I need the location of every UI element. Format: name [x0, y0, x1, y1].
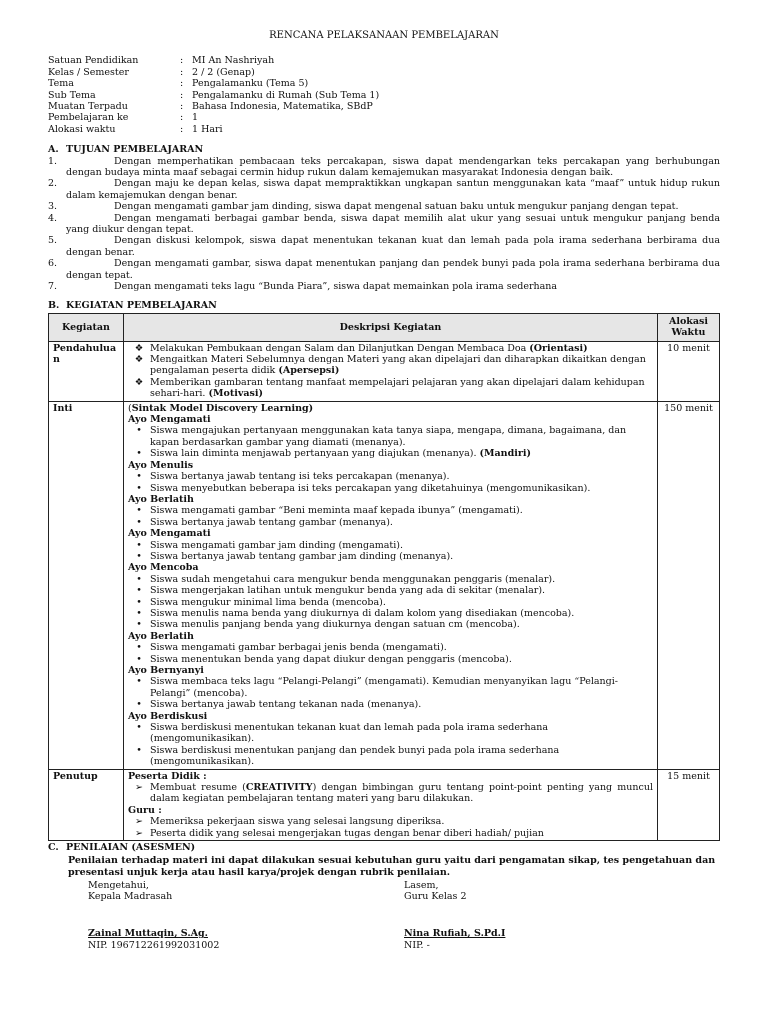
objective-item [48, 258, 720, 281]
round-bullet-icon: • [136, 585, 142, 597]
round-bullet-icon: • [136, 722, 142, 734]
identity-colon: : [180, 66, 184, 78]
pendahuluan-description [124, 341, 658, 401]
inti-item-text [150, 642, 447, 653]
objectives-list [48, 156, 720, 293]
identity-colon: : [180, 78, 184, 90]
guru-title: Guru : [128, 804, 162, 816]
identity-label: Alokasi waktu [48, 123, 116, 135]
row-pendahuluan [49, 341, 720, 401]
penutup-label: Penutup [49, 769, 124, 840]
inti-item-body: Siswa berdiskusi menentukan tekanan kuat dan lemah pada pola irama sederhana (mengomunikasikan). [150, 722, 549, 745]
peserta-item-pre: Membuat resume ( [150, 782, 246, 794]
sign-left-nip: NIP. 196712261992031002 [88, 939, 220, 951]
table-header-row [49, 313, 720, 341]
objective-text: Dengan mengamati teks lagu “Bunda Piara”, siswa dapat memainkan pola irama sederhana [114, 281, 558, 293]
pendahuluan-item-body: Mengaitkan Materi Sebelumnya dengan Materi yang akan dipelajari dan diharapkan dikaitkan dengan pengalaman peserta didik [150, 354, 646, 377]
objective-item [48, 281, 720, 292]
section-a-heading [48, 144, 720, 155]
round-bullet-icon: • [136, 471, 142, 483]
round-bullet-icon: • [136, 425, 142, 437]
guru-item [128, 816, 653, 827]
objective-text: Dengan diskusi kelompok, siswa dapat menentukan tekanan kuat dan lemah pada pola irama sederhana berbirama dua dengan benar. [66, 235, 720, 258]
guru-item-text: Memeriksa pekerjaan siswa yang selesai langsung diperiksa. [150, 816, 445, 828]
diamond-bullet-icon: ❖ [134, 342, 144, 354]
sign-left-line1: Mengetahui, [88, 879, 149, 891]
inti-item-body: Siswa menulis panjang benda yang diukurnya dengan satuan cm (mencoba). [150, 619, 520, 631]
identity-colon: : [180, 112, 184, 124]
section-c-heading [48, 842, 720, 853]
inti-item-text [150, 448, 531, 459]
pendahuluan-item-body: Memberikan gambaran tentang manfaat mempelajari pelajaran yang akan dipelajari dalam kehidupan sehari-hari. [150, 376, 645, 400]
peserta-item-post: ) dengan bimbingan guru tentang point-point penting yang muncul dalam kegiatan pembelajaran tentang materi yang baru dilakukan. [150, 782, 654, 805]
inti-item-text [150, 505, 523, 516]
signature-block [48, 880, 720, 952]
header-kegiatan: Kegiatan [49, 313, 124, 341]
identity-colon: : [180, 123, 184, 135]
inti-item-body: Siswa mengamati gambar “Beni meminta maaf kepada ibunya” (mengamati). [150, 505, 523, 517]
objective-item [48, 213, 720, 236]
identity-row [48, 90, 720, 101]
round-bullet-icon: • [136, 573, 142, 585]
round-bullet-icon: • [136, 642, 142, 654]
section-c-letter: C. [48, 842, 59, 854]
inti-item [128, 619, 653, 630]
identity-row [48, 124, 720, 135]
inti-item [128, 745, 653, 768]
inti-item-text [150, 471, 450, 482]
inti-item-body: Siswa menentukan benda yang dapat diukur dengan penggaris (mencoba). [150, 653, 512, 665]
objective-item [48, 178, 720, 201]
inti-item-body: Siswa lain diminta menjawab pertanyaan yang diajukan (menanya). [150, 448, 480, 460]
pendahuluan-item [128, 343, 653, 354]
round-bullet-icon: • [136, 676, 142, 688]
identity-label: Pembelajaran ke [48, 112, 129, 124]
objective-text: Dengan maju ke depan kelas, siswa dapat mempraktikkan ungkapan santun menggunakan kata “maaf” untuk hidup rukun dalam kemajemukan dengan benar. [66, 178, 720, 201]
inti-item [128, 699, 653, 710]
inti-item-text [150, 483, 590, 494]
round-bullet-icon: • [136, 539, 142, 551]
inti-item [128, 676, 653, 699]
inti-item-text [150, 551, 453, 562]
identity-value: Bahasa Indonesia, Matematika, SBdP [192, 100, 373, 112]
arrow-bullet-icon: ➢ [135, 782, 143, 794]
activities-table [48, 313, 720, 841]
inti-item-body: Siswa bertanya jawab tentang isi teks percakapan (menanya). [150, 471, 450, 483]
pendahuluan-label: Pendahuluan [49, 341, 124, 401]
inti-model: Sintak Model Discovery Learning) [131, 402, 314, 414]
inti-item [128, 608, 653, 619]
identity-colon: : [180, 100, 184, 112]
round-bullet-icon: • [136, 505, 142, 517]
section-b-letter: B. [48, 300, 60, 312]
objective-item [48, 235, 720, 258]
identity-block [48, 55, 720, 135]
identity-row [48, 112, 720, 123]
inti-item-text [150, 585, 545, 596]
inti-group-title: Ayo Berlatih [128, 630, 194, 642]
inti-label: Inti [49, 401, 124, 769]
identity-value: Pengalamanku di Rumah (Sub Tema 1) [192, 89, 380, 101]
inti-item-text [150, 654, 512, 665]
inti-item [128, 471, 653, 482]
inti-item-text [150, 574, 555, 585]
peserta-title: Peserta Didik : [128, 770, 207, 782]
arrow-bullet-icon: ➢ [135, 827, 143, 839]
inti-item-text [150, 745, 653, 768]
diamond-bullet-icon: ❖ [134, 376, 144, 388]
identity-row [48, 55, 720, 66]
inti-model-line [128, 403, 653, 414]
document-title: RENCANA PELAKSANAAN PEMBELAJARAN [269, 30, 499, 41]
identity-label: Sub Tema [48, 89, 96, 101]
inti-group-title: Ayo Mengamati [128, 414, 211, 426]
round-bullet-icon: • [136, 607, 142, 619]
inti-group-title: Ayo Berdiskusi [128, 710, 208, 722]
inti-group-title: Ayo Mencoba [128, 562, 199, 574]
inti-item [128, 448, 653, 459]
identity-label: Tema [48, 78, 74, 90]
round-bullet-icon: • [136, 619, 142, 631]
section-b-heading [48, 300, 720, 311]
peserta-item-bold: CREATIVITY [245, 782, 313, 794]
pendahuluan-time: 10 menit [658, 341, 720, 401]
objective-number: 2. [48, 178, 58, 190]
inti-item-body: Siswa sudah mengetahui cara mengukur benda menggunakan penggaris (menalar). [150, 573, 556, 585]
inti-item [128, 483, 653, 494]
inti-item-body: Siswa membaca teks lagu “Pelangi-Pelangi” (mengamati). Kemudian menyanyikan lagu “Pelangi-Pelangi” (mencoba). [150, 676, 619, 699]
objective-text: Dengan memperhatikan pembacaan teks percakapan, siswa dapat mendengarkan teks percakapan yang berhubungan dengan budaya minta maaf sebagai cermin hidup rukun dalam kemajemukan masyarakat Indonesia dengan baik. [66, 155, 720, 178]
identity-value: 1 Hari [192, 123, 223, 135]
inti-item-body: Siswa mengerjakan latihan untuk mengukur benda yang ada di sekitar (menalar). [150, 585, 546, 597]
identity-label: Muatan Terpadu [48, 100, 128, 112]
inti-item [128, 597, 653, 608]
arrow-bullet-icon: ➢ [135, 816, 143, 828]
inti-groups [128, 414, 653, 768]
inti-item-text [150, 517, 393, 528]
inti-item [128, 540, 653, 551]
sign-left-name: Zainal Muttaqin, S.Ag. [88, 928, 208, 940]
sign-left-line2: Kepala Madrasah [88, 890, 173, 902]
peserta-item [128, 782, 653, 805]
pendahuluan-item-tag: (Orientasi) [529, 342, 588, 354]
pendahuluan-item-tag: (Motivasi) [208, 388, 263, 400]
pendahuluan-item [128, 354, 653, 377]
objective-text: Dengan mengamati gambar jam dinding, siswa dapat mengenal satuan baku untuk mengukur panjang dengan tepat. [114, 201, 679, 213]
identity-colon: : [180, 89, 184, 101]
identity-value: MI An Nashriyah [192, 55, 275, 67]
objective-number: 3. [48, 201, 58, 213]
inti-item [128, 517, 653, 528]
inti-item-text [150, 608, 574, 619]
objective-number: 4. [48, 212, 58, 224]
inti-item [128, 585, 653, 596]
inti-group-title: Ayo Menulis [128, 459, 194, 471]
inti-item [128, 425, 653, 448]
identity-label: Satuan Pendidikan [48, 55, 139, 67]
round-bullet-icon: • [136, 516, 142, 528]
guru-items [128, 816, 653, 839]
inti-group-title: Ayo Bernyanyi [128, 665, 204, 677]
peserta-item-text [150, 782, 653, 805]
round-bullet-icon: • [136, 699, 142, 711]
inti-item-body: Siswa mengamati gambar jam dinding (mengamati). [150, 539, 404, 551]
section-c-title: PENILAIAN (ASESMEN) [66, 842, 196, 854]
sign-right-name: Nina Rufiah, S.Pd.I [404, 928, 506, 940]
round-bullet-icon: • [136, 550, 142, 562]
inti-item-text [150, 540, 403, 551]
inti-item [128, 574, 653, 585]
objective-number: 6. [48, 258, 58, 270]
signature-left [88, 880, 404, 952]
inti-description [124, 401, 658, 769]
inti-item-body: Siswa bertanya jawab tentang gambar jam dinding (menanya). [150, 550, 454, 562]
inti-item [128, 505, 653, 516]
objective-number: 7. [48, 281, 58, 293]
round-bullet-icon: • [136, 448, 142, 460]
pendahuluan-item-body: Melakukan Pembukaan dengan Salam dan Dilanjutkan Dengan Membaca Doa [150, 342, 530, 354]
inti-item-text [150, 676, 653, 699]
header-alokasi: Alokasi Waktu [658, 313, 720, 341]
inti-time: 150 menit [658, 401, 720, 769]
sign-right-nip: NIP. - [404, 939, 430, 951]
inti-item [128, 642, 653, 653]
section-b-title: KEGIATAN PEMBELAJARAN [66, 300, 217, 312]
signature-right [404, 880, 720, 952]
round-bullet-icon: • [136, 596, 142, 608]
row-penutup [49, 769, 720, 840]
inti-model-open: ( [128, 402, 132, 414]
header-deskripsi: Deskripsi Kegiatan [124, 313, 658, 341]
objective-text: Dengan mengamati berbagai gambar benda, siswa dapat memilih alat ukur yang sesuai untuk mengukur panjang benda yang diukur dengan tepat. [66, 212, 720, 235]
identity-row [48, 101, 720, 112]
inti-item-body: Siswa mengamati gambar berbagai jenis benda (mengamati). [150, 642, 447, 654]
pendahuluan-item-text [150, 354, 653, 377]
row-inti [49, 401, 720, 769]
guru-item [128, 828, 653, 839]
inti-item-text [150, 619, 520, 630]
inti-item-text [150, 597, 386, 608]
identity-label: Kelas / Semester [48, 66, 129, 78]
sign-right-line1: Lasem, [404, 879, 439, 891]
penutup-time: 15 menit [658, 769, 720, 840]
inti-item-text [150, 699, 421, 710]
inti-item-body: Siswa mengukur minimal lima benda (mencoba). [150, 596, 386, 608]
pendahuluan-item [128, 377, 653, 400]
section-a-title: TUJUAN PEMBELAJARAN [66, 144, 204, 156]
section-a-letter: A. [48, 144, 59, 156]
identity-value: 1 [192, 112, 199, 124]
objective-text: Dengan mengamati gambar, siswa dapat menentukan panjang dan pendek bunyi pada pola irama sederhana berbirama dua dengan tepat. [66, 258, 720, 281]
identity-value: Pengalamanku (Tema 5) [192, 78, 309, 90]
pendahuluan-item-text [150, 343, 588, 354]
penilaian-text: Penilaian terhadap materi ini dapat dilakukan sesuai kebutuhan guru yaitu dari pengamatan sikap, tes pengetahuan dan presentasi unjuk kerja atau hasil karya/projek dengan rubrik penilaian. [68, 854, 716, 878]
objective-item [48, 156, 720, 179]
inti-item-body: Siswa mengajukan pertanyaan menggunakan kata tanya siapa, mengapa, dimana, bagaimana, dan kapan berdasarkan gambar yang diamati (menanya). [150, 425, 627, 448]
pendahuluan-item-text [150, 377, 653, 400]
inti-item [128, 722, 653, 745]
inti-group-title: Ayo Mengamati [128, 528, 211, 540]
diamond-bullet-icon: ❖ [134, 354, 144, 366]
inti-item [128, 654, 653, 665]
identity-row [48, 67, 720, 78]
inti-item-text [150, 425, 653, 448]
objective-number: 1. [48, 155, 58, 167]
identity-colon: : [180, 55, 184, 67]
identity-row [48, 78, 720, 89]
inti-item-body: Siswa menyebutkan beberapa isi teks percakapan yang diketahuinya (mengomunikasikan). [150, 482, 591, 494]
objective-item [48, 201, 720, 212]
pendahuluan-item-tag: (Apersepsi) [278, 365, 340, 377]
inti-item-body: Siswa berdiskusi menentukan panjang dan pendek bunyi pada pola irama sederhana (mengomunikasikan). [150, 744, 560, 768]
inti-group-title: Ayo Berlatih [128, 493, 194, 505]
round-bullet-icon: • [136, 653, 142, 665]
inti-item-body: Siswa menulis nama benda yang diukurnya di dalam kolom yang disediakan (mencoba). [150, 607, 575, 619]
inti-item-text [150, 722, 653, 745]
inti-item-body: Siswa bertanya jawab tentang gambar (menanya). [150, 516, 393, 528]
inti-item [128, 551, 653, 562]
round-bullet-icon: • [136, 744, 142, 756]
peserta-items [128, 782, 653, 805]
sign-right-line2: Guru Kelas 2 [404, 890, 467, 902]
inti-item-tag: (Mandiri) [479, 448, 531, 460]
penutup-description [124, 769, 658, 840]
inti-item-body: Siswa bertanya jawab tentang tekanan nada (menanya). [150, 699, 422, 711]
identity-value: 2 / 2 (Genap) [192, 66, 255, 78]
guru-item-text: Peserta didik yang selesai mengerjakan tugas dengan benar diberi hadiah/ pujian [150, 827, 544, 839]
round-bullet-icon: • [136, 482, 142, 494]
objective-number: 5. [48, 235, 58, 247]
